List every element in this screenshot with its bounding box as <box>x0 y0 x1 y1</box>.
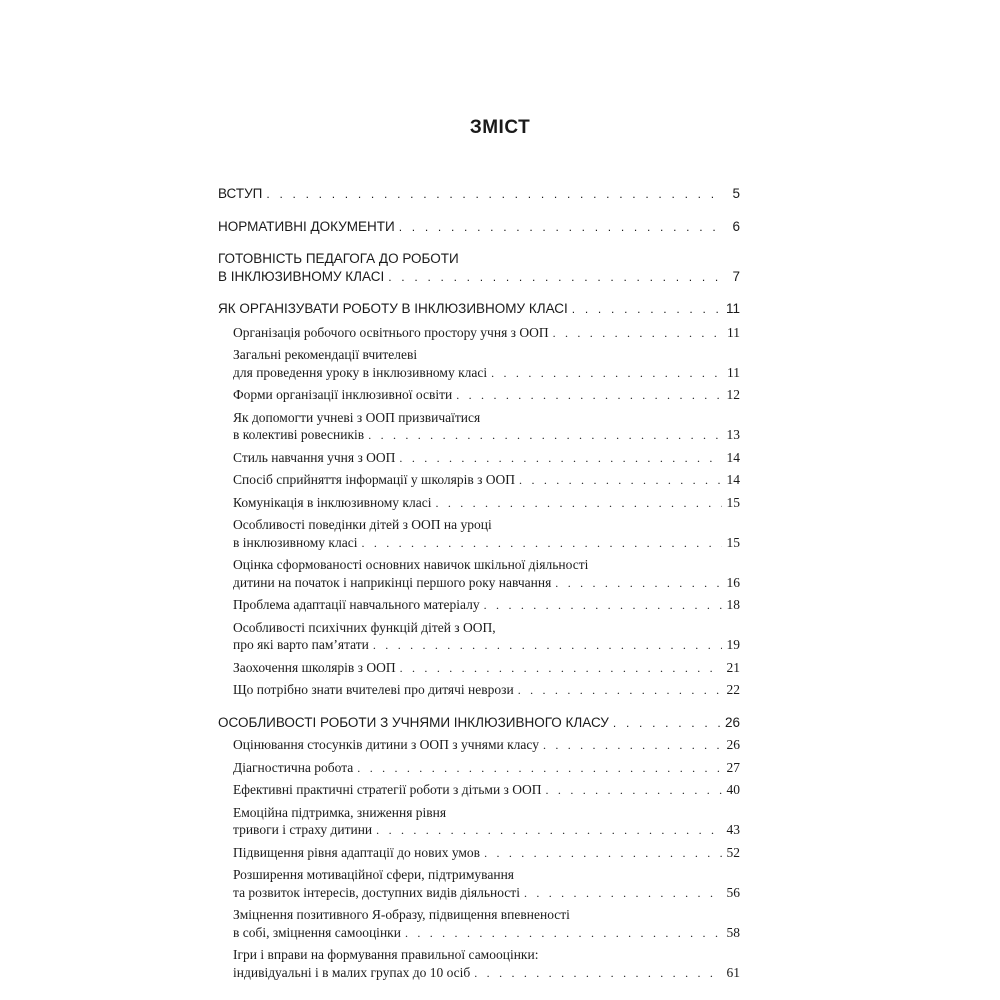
toc-entry-line <box>233 364 740 383</box>
toc-entry-line <box>233 946 740 964</box>
toc-entry-line <box>233 884 740 903</box>
toc-entry-line <box>233 386 740 405</box>
toc-subsection-entry[interactable] <box>233 681 740 700</box>
toc-page-number: 43 <box>726 822 740 837</box>
toc-subsection-entry[interactable] <box>233 471 740 490</box>
toc-subsection-entry[interactable] <box>233 844 740 863</box>
toc-entry-line <box>233 574 740 593</box>
toc-entry-line <box>233 844 740 863</box>
toc-page-number: 19 <box>726 637 740 652</box>
toc-entry-line <box>233 556 740 574</box>
toc-entry-title: Організація робочого освітнього простору учня з ООП <box>233 324 549 340</box>
dot-leader <box>543 737 722 755</box>
dot-leader <box>546 782 722 800</box>
toc-page-number: 18 <box>726 597 740 612</box>
toc-entry-line <box>233 596 740 615</box>
toc-entry-line <box>233 821 740 840</box>
toc-entry-title: ВСТУП <box>218 186 263 201</box>
toc-page-number: 11 <box>727 324 740 340</box>
toc-entry-title: Особливості психічних функцій дітей з ООП, <box>233 619 496 635</box>
toc-entry-line <box>218 185 740 204</box>
toc-entry-title: про які варто пам’ятати <box>233 637 369 652</box>
toc-entry-title: Як допомогти учневі з ООП призвичаїтися <box>233 409 481 425</box>
toc-subsection-entry[interactable] <box>233 386 740 405</box>
toc-entry-title: Оцінювання стосунків дитини з ООП з учнями класу <box>233 737 539 752</box>
toc-entry-title: Зміцнення позитивного Я-образу, підвищення впевненості <box>233 907 570 922</box>
dot-leader <box>456 387 722 405</box>
toc-entry-title: Форми організації інклюзивної освіти <box>233 387 453 402</box>
toc-subsection-entry[interactable] <box>233 449 740 468</box>
dot-leader <box>405 925 722 943</box>
dot-leader <box>399 219 722 237</box>
toc-entry-line <box>233 426 740 445</box>
toc-entry-title: ОСОБЛИВОСТІ РОБОТИ З УЧНЯМИ ІНКЛЮЗИВНОГО КЛАСУ <box>218 714 609 730</box>
toc-entry-title: Підвищення рівня адаптації до нових умов <box>233 844 481 860</box>
dot-leader <box>553 325 722 343</box>
toc-entry-line <box>233 534 740 553</box>
toc-page-number: 26 <box>726 737 740 752</box>
toc-page-number: 11 <box>727 364 740 380</box>
toc-entry-line <box>233 659 740 678</box>
dot-leader <box>400 660 722 678</box>
toc-entry-title: тривоги і страху дитини <box>233 822 373 837</box>
toc-section-entry[interactable] <box>218 714 740 733</box>
toc-page-number: 26 <box>724 714 740 730</box>
toc-entry-line <box>233 924 740 943</box>
toc-page-number: 52 <box>726 844 740 860</box>
dot-leader <box>613 715 721 733</box>
toc-page-number: 12 <box>726 387 740 402</box>
toc-entry-line <box>233 781 740 800</box>
toc-entry-title: Спосіб сприйняття інформації у школярів з ООП <box>233 472 516 487</box>
dot-leader <box>373 637 722 655</box>
toc-page-number: 22 <box>726 682 740 697</box>
toc-page-number: 7 <box>732 268 740 284</box>
dot-leader <box>376 822 722 840</box>
dot-leader <box>555 575 722 593</box>
toc-entry-line <box>233 636 740 655</box>
toc-entry-title: для проведення уроку в інклюзивному класі <box>233 364 488 380</box>
toc-entry-title: Ефективні практичні стратегії роботи з дітьми з ООП <box>233 782 542 797</box>
toc-page-number: 14 <box>726 449 740 465</box>
toc-page-number: 15 <box>726 534 740 550</box>
dot-leader <box>399 450 722 468</box>
toc-entry-title: Що потрібно знати вчителеві про дитячі неврози <box>233 682 514 697</box>
toc-entry-line <box>233 516 740 534</box>
toc-entry-title: В ІНКЛЮЗИВНОМУ КЛАСІ <box>218 268 385 284</box>
toc-entry-title: Загальні рекомендації вчителеві <box>233 347 418 362</box>
toc-subsection-entry[interactable] <box>233 409 740 445</box>
toc-subsection-entry[interactable] <box>233 866 740 902</box>
toc-entry-line <box>233 964 740 983</box>
toc-entry-line <box>233 471 740 490</box>
dot-leader <box>357 760 722 778</box>
toc-page-number: 56 <box>726 884 740 900</box>
toc-page-number: 16 <box>726 574 740 590</box>
toc-entry-title: НОРМАТИВНІ ДОКУМЕНТИ <box>218 218 395 234</box>
toc-subsection-entry[interactable] <box>233 596 740 615</box>
toc-entry-line <box>233 681 740 700</box>
toc-entry-title: в собі, зміцнення самооцінки <box>233 924 401 940</box>
toc-entry-title: Діагностична робота <box>233 759 354 775</box>
toc-subsection-entry[interactable] <box>233 346 740 382</box>
dot-leader <box>361 535 722 553</box>
dot-leader <box>518 682 722 700</box>
toc-page-number: 40 <box>726 782 740 797</box>
toc-entry-line <box>233 324 740 343</box>
toc-entry-line <box>233 736 740 755</box>
toc-page-number: 13 <box>726 427 740 442</box>
toc-subsection-entry[interactable] <box>233 736 740 755</box>
toc-section-entry[interactable] <box>218 250 740 286</box>
toc-entry-title: ГОТОВНІСТЬ ПЕДАГОГА ДО РОБОТИ <box>218 251 459 266</box>
toc-subsection-entry[interactable] <box>233 619 740 655</box>
dot-leader <box>524 885 722 903</box>
toc-subsection-entry[interactable] <box>233 659 740 678</box>
toc-entry-title: індивідуальні і в малих групах до 10 осіб <box>233 964 471 980</box>
dot-leader <box>484 597 722 615</box>
toc-entry-line <box>233 866 740 884</box>
toc-section-entry[interactable] <box>218 300 740 319</box>
toc-entry-title: Стиль навчання учня з ООП <box>233 449 396 465</box>
toc-entry-line <box>233 906 740 924</box>
toc-entry-line <box>218 714 740 733</box>
toc-entry-line <box>218 250 740 268</box>
toc-entry-title: дитини на початок і наприкінці першого року навчання <box>233 574 552 590</box>
dot-leader <box>519 472 722 490</box>
toc-subsection-entry[interactable] <box>233 946 740 982</box>
toc-page-number: 14 <box>726 472 740 487</box>
toc-entry-title: та розвиток інтересів, доступних видів діяльності <box>233 884 520 900</box>
toc-page-number: 5 <box>732 186 740 201</box>
toc-section-entry[interactable] <box>218 185 740 204</box>
page-title: ЗМІСТ <box>469 117 531 138</box>
dot-leader <box>266 186 722 204</box>
toc-subsection-entry[interactable] <box>233 494 740 513</box>
toc-entry-title: Заохочення школярів з ООП <box>233 659 396 675</box>
toc-entry-title: Особливості поведінки дітей з ООП на уроці <box>233 517 492 532</box>
toc-entry-line <box>218 218 740 237</box>
dot-leader <box>572 301 722 319</box>
toc-subsection-entry[interactable] <box>233 516 740 552</box>
dot-leader <box>491 365 722 383</box>
dot-leader <box>484 845 722 863</box>
toc-subsection-entry[interactable] <box>233 804 740 840</box>
toc-entry-title: Комунікація в інклюзивному класі <box>233 494 432 510</box>
toc-entry-title: Оцінка сформованості основних навичок шкільної діяльності <box>233 557 589 572</box>
toc-entry-line <box>233 804 740 822</box>
dot-leader <box>368 427 722 445</box>
toc-entry-title: в інклюзивному класі <box>233 534 358 550</box>
toc-entry-line <box>218 300 740 319</box>
dot-leader <box>435 495 722 513</box>
toc-entry-line <box>218 268 740 287</box>
dot-leader <box>474 965 722 983</box>
toc-section-entry[interactable] <box>218 218 740 237</box>
toc-entry-title: в колективі ровесників <box>233 427 365 442</box>
table-of-contents <box>218 185 740 982</box>
toc-entry-title: Розширення мотиваційної сфери, підтримування <box>233 867 515 882</box>
dot-leader <box>388 269 722 287</box>
toc-page-number: 27 <box>726 759 740 775</box>
toc-entry-line <box>233 759 740 778</box>
toc-entry-line <box>233 494 740 513</box>
toc-page-number: 6 <box>732 218 740 234</box>
toc-subsection-entry[interactable] <box>233 781 740 800</box>
toc-entry-line <box>233 346 740 364</box>
toc-subsection-entry[interactable] <box>233 906 740 942</box>
toc-subsection-entry[interactable] <box>233 556 740 592</box>
toc-subsection-entry[interactable] <box>233 324 740 343</box>
toc-entry-title: ЯК ОРГАНІЗУВАТИ РОБОТУ В ІНКЛЮЗИВНОМУ КЛАСІ <box>218 301 568 316</box>
toc-page-number: 61 <box>726 964 740 980</box>
toc-page-number: 21 <box>726 659 740 675</box>
toc-page-number: 11 <box>725 301 740 316</box>
toc-entry-line <box>233 409 740 427</box>
toc-entry-line <box>233 449 740 468</box>
toc-entry-line <box>233 619 740 637</box>
toc-subsection-entry[interactable] <box>233 759 740 778</box>
toc-entry-title: Емоційна підтримка, зниження рівня <box>233 804 447 820</box>
toc-entry-title: Проблема адаптації навчального матеріалу <box>233 597 480 612</box>
toc-entry-title: Ігри і вправи на формування правильної самооцінки: <box>233 947 539 962</box>
toc-page-number: 15 <box>726 494 740 510</box>
toc-page-number: 58 <box>726 924 740 940</box>
